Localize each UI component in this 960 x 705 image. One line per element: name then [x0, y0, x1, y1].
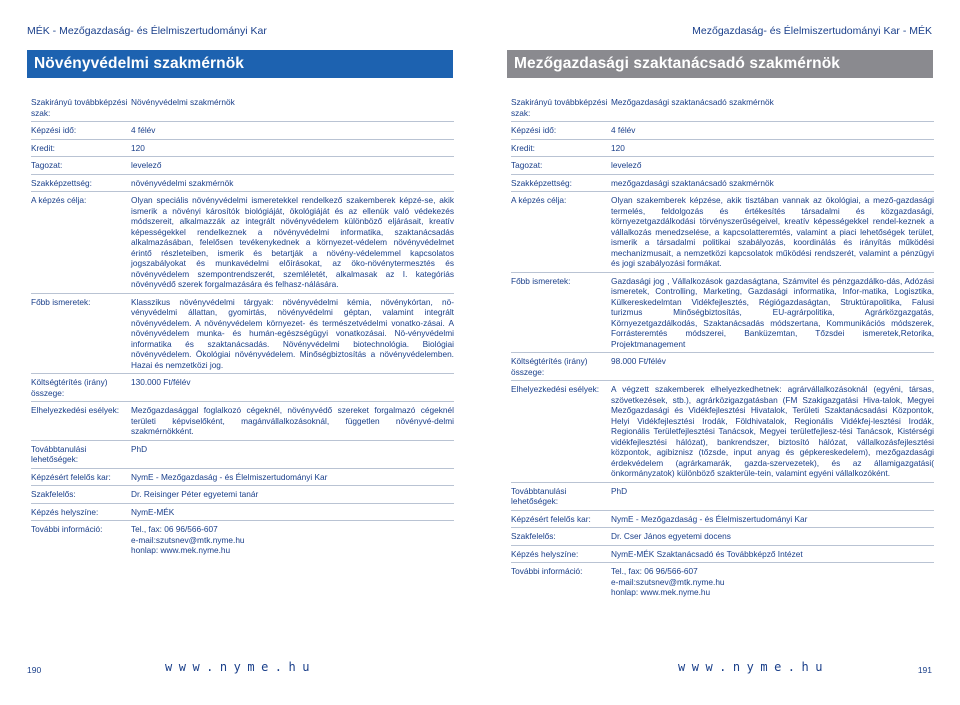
website-url[interactable]: www.nyme.hu	[165, 660, 316, 674]
row-value-line: Tel., fax: 06 96/566-607	[611, 566, 698, 576]
row-value-line: mezőgazdasági szaktanácsadó szakmérnök	[611, 177, 774, 188]
table-row	[31, 175, 454, 193]
row-label: Szakfelelős:	[31, 489, 76, 499]
row-value	[611, 94, 934, 121]
row-value	[131, 94, 454, 121]
row-value	[131, 192, 454, 293]
row-value	[611, 192, 934, 272]
running-header: Mezőgazdaság- és Élelmiszertudományi Kar - MÉK	[692, 25, 932, 37]
table-row	[511, 157, 934, 175]
row-value	[131, 122, 454, 139]
row-value	[611, 381, 934, 482]
row-value	[611, 273, 934, 353]
table-row	[511, 140, 934, 158]
table-row	[511, 192, 934, 273]
row-value	[611, 511, 934, 528]
row-value-line: növényvédelmi szakmérnök	[131, 177, 234, 188]
table-row	[511, 546, 934, 564]
row-label: Főbb ismeretek:	[511, 275, 571, 286]
row-value-line: Gazdasági jog , Vállalkozások gazdaságtana, Számvitel és pénzgazdálko-dás, Adózási ismeretek, Controlling, Marketing, Gazdasági informatika, Infor-matika, Logisztika, Külkereskedelmtan Vidékfejlesztés, Régiógazdaságtan, Struktúrapolitika, Falusi turizmus Minőségbiztosítás, EU-agrárpolitika, Agrárközgazgatás, Környezetgazdálkodás, Szaktanácsadás módszertana, Kommunikációs módszerek, Forrásteremtés módszerei, Banküzemtan, Tőzsdei ismeretek,Retorika, Projektmanagement	[611, 275, 934, 349]
row-value	[131, 140, 454, 157]
table-row	[511, 353, 934, 381]
page-number: 191	[917, 665, 932, 675]
row-value-line: 4 félév	[131, 125, 156, 135]
row-value-line: 120	[611, 142, 625, 153]
row-label: A képzés célja:	[31, 195, 87, 205]
table-row	[511, 175, 934, 193]
table-row	[31, 94, 454, 122]
row-label: Szakképzettség:	[31, 177, 92, 188]
right-page	[480, 0, 960, 705]
website-url[interactable]: www.nyme.hu	[678, 660, 829, 674]
row-value-line: NymE - Mezőgazdaság - és Élelmiszertudományi Kar	[131, 471, 328, 482]
row-label: Képzés helyszíne:	[511, 548, 579, 559]
table-row	[31, 402, 454, 441]
row-value-line: PhD	[611, 485, 628, 496]
row-value-line: honlap: www.mek.nyme.hu	[131, 545, 231, 555]
row-value	[611, 528, 934, 545]
info-table	[31, 94, 454, 559]
row-label: Költségtérítés (irány) összege:	[31, 377, 108, 398]
table-row	[511, 122, 934, 140]
table-row	[511, 483, 934, 511]
row-label: Szakirányú továbbképzési szak:	[511, 97, 608, 118]
row-label: Képzési idő:	[511, 125, 557, 135]
program-title: Növényvédelmi szakmérnök	[27, 50, 453, 78]
page-number: 190	[27, 665, 42, 675]
row-value	[131, 294, 454, 374]
row-value-line: Olyan speciális növényvédelmi ismeretekkel rendelkező szakemberek képzé-se, akik ismerik a növényi károsítók biológiáját, ökológiáját és az ellenük való védekezés módszereit, alkalmazzák az integrált növényvédelem különböző eljárásait, kreatív képességekkel rendelkeznek a növényvédelmi informatika, szaktanácsadás alkalmazásában, felelősen tevékenykednek a környezet-védelem növényvédelmet érintő részleteiben, ismerik és betartják a növény-védelemmel kapcsolatos jogszabályokat és munkavédelmi előírásokat, az öko-növénytermesztés és növényvédelem szempontrendszerét, szemléletét, alkalmasak az I. kategóriás növényvédő szerek forgalmazására és felhasz-nálására.	[131, 195, 454, 289]
table-row	[31, 469, 454, 487]
row-value-line: 98.000 Ft/félév	[611, 356, 666, 366]
row-value-line: Olyan szakemberek képzése, akik tisztában vannak az ökológiai, a mező-gazdasági termelés, feldolgozás és értékesítés társadalmi és közgazdasági, környezetgazdálkodási törvényszerűségeivel, kreatív képességekkel rendel-keznek a vállalkozás menedzselése, a kapcsolatteremtés, valamint a piaci lehetőségek terület, ismerik a társadalmi politikai szabályozás, koordinálás és irányítás működési mechanizmusait, a nemzetközi kapcsolatok működési rendszerét, valamint a pénzügyi és jogi szabályozási formákat.	[611, 195, 934, 268]
row-label: Elhelyezkedési esélyek:	[511, 384, 600, 394]
table-row	[31, 192, 454, 294]
row-label: Főbb ismeretek:	[31, 296, 91, 307]
row-label: Tagozat:	[511, 160, 543, 170]
table-row	[31, 140, 454, 158]
row-value	[611, 353, 934, 380]
row-value-line: 120	[131, 142, 145, 153]
row-value-line: levelező	[611, 160, 642, 170]
row-value-line: e-mail:szutsnev@mtk.nyme.hu	[131, 534, 245, 545]
row-label: Továbbtanulási lehetőségek:	[511, 485, 567, 506]
row-value	[611, 140, 934, 157]
row-value	[131, 175, 454, 192]
row-label: Képzési idő:	[31, 125, 77, 135]
table-row	[511, 563, 934, 601]
table-row	[31, 157, 454, 175]
row-label: Szakfelelős:	[511, 531, 556, 541]
row-label: Költségtérítés (irány) összege:	[511, 356, 588, 377]
row-value-line: Mezőgazdasági szaktanácsadó szakmérnök	[611, 97, 774, 107]
row-value-line: NymE - Mezőgazdaság - és Élelmiszertudományi Kar	[611, 513, 808, 524]
row-label: Továbbtanulási lehetőségek:	[31, 443, 87, 464]
row-value	[611, 122, 934, 139]
row-value-line: levelező	[131, 160, 162, 170]
row-value-line: A végzett szakemberek elhelyezkedhetnek: agrárvállalkozásoknál (egyéni, társas, szövetkezések, stb.), agrárközigazgatásban (FM Szakigazgatási Hiva-talok, Megyei Mezőgazdasági és Vidékfejlesztési Hivatalok, Területi Szaktanácsadási Központok, Helyi Vidékfejlesztési Irodák, Földhivatalok, Regionális Vidékfej-lesztési Irodák, Regionális Területfejlesztési Tanácsok, Megyei területfejlesz-tési Tanácsok, Kistérségi vidékfejlesztési hálózat), bankrendszer, biztosító hálózat, vállalkozásfejlesztési központok, agibiznisz (tőzsde, input anyag és gépkereskedelem), mezőgazdasági érdekvédelem (agrárkamarák, gazda-szervezetek), és az államigazgatási( önkormányzatok) különböző szakterüle-tein, valamint egyéni vállalkozóként.	[611, 384, 934, 478]
row-value-line: 130.000 Ft/félév	[131, 377, 191, 387]
row-label: Szakirányú továbbképzési szak:	[31, 97, 128, 118]
row-value	[131, 374, 454, 401]
row-label: Tagozat:	[31, 160, 63, 170]
row-value-line: NymE-MÉK Szaktanácsadó és Továbbképző Intézet	[611, 548, 803, 559]
row-label: Elhelyezkedési esélyek:	[31, 405, 120, 415]
row-value-line: Dr. Reisinger Péter egyetemi tanár	[131, 489, 259, 499]
row-value-line: Növényvédelmi szakmérnök	[131, 97, 235, 107]
table-row	[31, 441, 454, 469]
table-row	[31, 374, 454, 402]
row-value-line: Tel., fax: 06 96/566-607	[131, 524, 218, 534]
row-value-line: NymE-MÉK	[131, 506, 175, 517]
row-label: További információ:	[511, 566, 583, 576]
row-value	[131, 486, 454, 503]
row-value	[131, 157, 454, 174]
row-value	[131, 469, 454, 486]
row-value-line: Klasszikus növényvédelmi tárgyak: növényvédelmi kémia, növénykórtan, nö-vényvédelmi állattan, gyomirtás, növényvédelmi géptan, valamint integrált növényvédelem. A növényvédelem környezet- és természetvédelmi vonatko-zásai. A növényvédelem munka- és humán-egészségügyi vonatkozásai. Nö-vényvédelmi informatika és szaktanácsadás. Növényvédelmi biotechnológia. Biológiai növényvédelem. Ökológiai növényvédelem. Minőségbiztosítás a növényvédelemben. Hazai és nemzetközi jog.	[131, 296, 454, 370]
row-value-line: Mezőgazdasággal foglalkozó cégeknél, növényvédő szereket forgalmazó cégeknél területi képviselőként, magánvállalkozásoknál, független növényvé-delmi szakmérnökként.	[131, 405, 454, 436]
table-row	[31, 521, 454, 559]
table-row	[31, 294, 454, 375]
row-value	[611, 175, 934, 192]
row-value-line: Dr. Cser János egyetemi docens	[611, 531, 731, 541]
row-value	[611, 483, 934, 510]
row-value	[611, 563, 934, 601]
row-label: Kredit:	[511, 142, 535, 153]
table-row	[511, 94, 934, 122]
row-label: További információ:	[31, 524, 103, 534]
row-value	[131, 402, 454, 440]
row-value-line: PhD	[131, 443, 148, 454]
row-value	[611, 546, 934, 563]
row-label: Képzésért felelős kar:	[31, 471, 111, 482]
row-value	[131, 521, 454, 559]
row-label: Kredit:	[31, 142, 55, 153]
row-value-line: honlap: www.mek.nyme.hu	[611, 587, 711, 597]
row-label: Szakképzettség:	[511, 177, 572, 188]
row-value	[611, 157, 934, 174]
table-row	[511, 511, 934, 529]
table-row	[511, 273, 934, 354]
row-label: A képzés célja:	[511, 195, 567, 205]
row-value	[131, 441, 454, 468]
table-row	[511, 381, 934, 483]
table-row	[31, 504, 454, 522]
row-value	[131, 504, 454, 521]
table-row	[31, 486, 454, 504]
running-header: MÉK - Mezőgazdaság- és Élelmiszertudományi Kar	[27, 25, 267, 37]
row-value-line: 4 félév	[611, 125, 636, 135]
row-label: Képzés helyszíne:	[31, 506, 99, 517]
row-label: Képzésért felelős kar:	[511, 513, 591, 524]
table-row	[31, 122, 454, 140]
info-table	[511, 94, 934, 601]
program-title: Mezőgazdasági szaktanácsadó szakmérnök	[507, 50, 933, 78]
row-value-line: e-mail:szutsnev@mtk.nyme.hu	[611, 576, 725, 587]
table-row	[511, 528, 934, 546]
